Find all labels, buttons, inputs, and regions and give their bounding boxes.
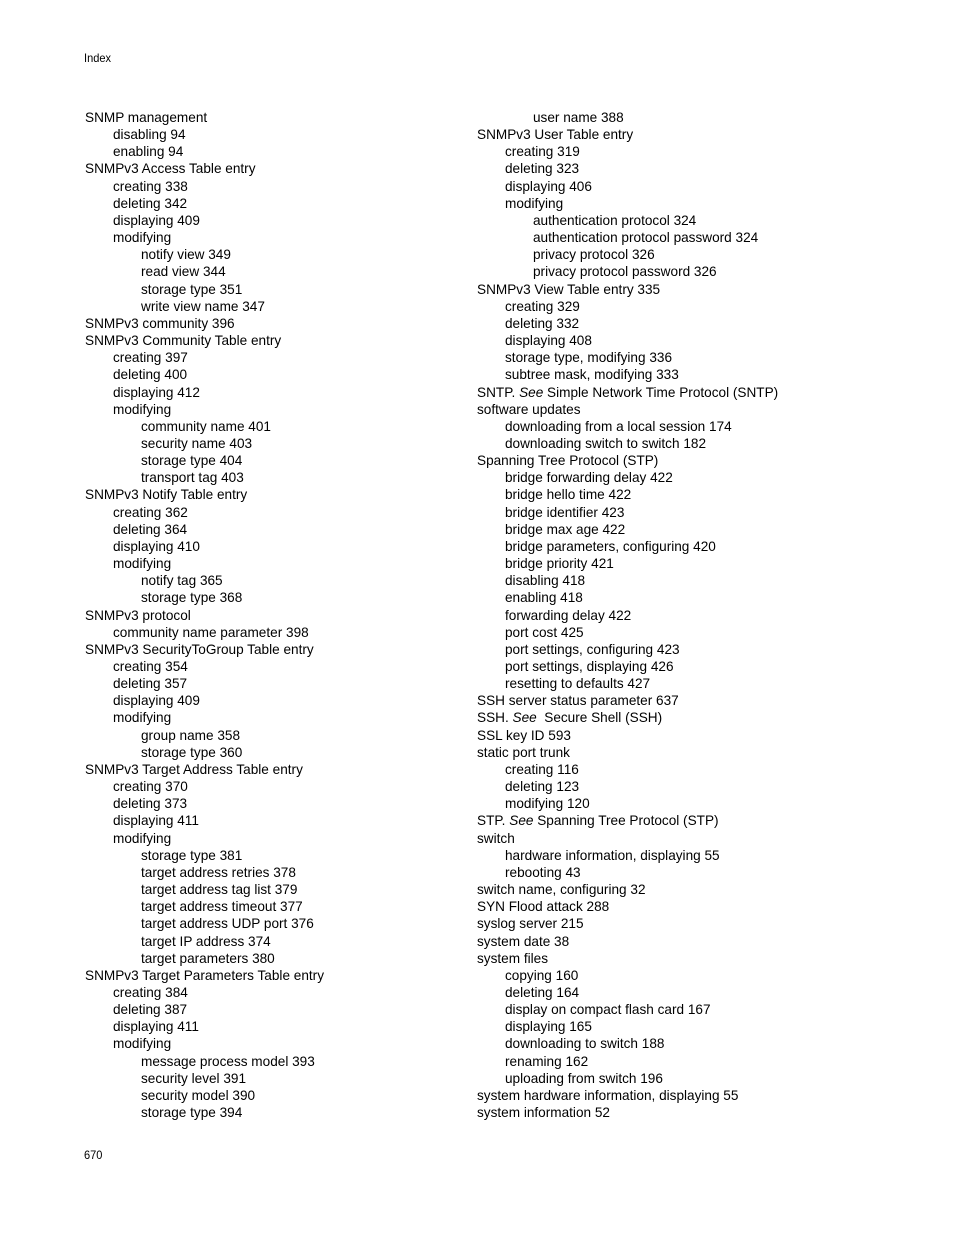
- index-term: storage type 351: [141, 281, 243, 297]
- index-term: disabling 94: [113, 127, 186, 143]
- index-term: deleting 400: [113, 367, 188, 383]
- index-entry: [477, 967, 897, 984]
- index-term: deleting 342: [113, 195, 188, 211]
- index-entry: [477, 315, 897, 332]
- index-entry: [85, 658, 505, 675]
- index-entry: [477, 195, 897, 212]
- index-column-left: [85, 109, 505, 1121]
- index-entry: [85, 452, 505, 469]
- index-entry: [477, 812, 897, 829]
- index-entry: [85, 315, 505, 332]
- index-term: bridge parameters, configuring 420: [505, 538, 716, 554]
- index-entry: [85, 504, 505, 521]
- index-entry: [477, 984, 897, 1001]
- index-term: security name 403: [141, 435, 253, 451]
- index-term: downloading to switch 188: [505, 1036, 665, 1052]
- index-term: subtree mask, modifying 333: [505, 367, 679, 383]
- index-entry: [477, 727, 897, 744]
- index-entry: [85, 830, 505, 847]
- index-entry: [85, 607, 505, 624]
- index-entry: [85, 933, 505, 950]
- index-term: displaying 410: [113, 538, 200, 554]
- index-term: SNMPv3 View Table entry 335: [477, 281, 661, 297]
- see-target: Spanning Tree Protocol (STP): [533, 813, 719, 829]
- index-entry: [477, 624, 897, 641]
- index-entry: [477, 950, 897, 967]
- index-term: write view name 347: [141, 298, 265, 314]
- index-term: storage type 368: [141, 590, 243, 606]
- index-entry: [85, 555, 505, 572]
- index-term: deleting 364: [113, 521, 188, 537]
- index-term: hardware information, displaying 55: [505, 847, 720, 863]
- index-term: port settings, displaying 426: [505, 659, 674, 674]
- index-entry: [85, 143, 505, 160]
- index-entry: [85, 246, 505, 263]
- index-entry: [85, 1070, 505, 1087]
- index-term: storage type 394: [141, 1105, 243, 1121]
- index-entry: [477, 486, 897, 503]
- see-reference: See: [512, 710, 537, 726]
- index-term: SNMPv3 Access Table entry: [85, 161, 256, 177]
- index-term: rebooting 43: [505, 864, 581, 880]
- index-term: SNMPv3 protocol: [85, 607, 191, 623]
- index-entry: [477, 1070, 897, 1087]
- index-entry: [85, 709, 505, 726]
- index-entry: [477, 572, 897, 589]
- index-entry: [477, 658, 897, 675]
- index-entry: [477, 229, 897, 246]
- index-term: creating 329: [505, 298, 580, 314]
- index-entry: [477, 332, 897, 349]
- index-entry: [477, 692, 897, 709]
- index-entry: [477, 641, 897, 658]
- index-term: bridge identifier 423: [505, 504, 625, 520]
- index-term: forwarding delay 422: [505, 607, 632, 623]
- index-term: creating 116: [505, 761, 579, 777]
- index-term: bridge priority 421: [505, 556, 614, 572]
- index-entry: [477, 418, 897, 435]
- index-term: deleting 323: [505, 161, 580, 177]
- index-term: system hardware information, displaying 55: [477, 1087, 739, 1103]
- index-term: displaying 411: [113, 1019, 199, 1035]
- index-entry: [477, 452, 897, 469]
- index-entry: [477, 538, 897, 555]
- index-entry: [85, 109, 505, 126]
- index-term: SNMPv3 Notify Table entry: [85, 487, 248, 503]
- index-entry: [85, 521, 505, 538]
- index-term: deleting 164: [505, 984, 580, 1000]
- index-term: bridge max age 422: [505, 521, 626, 537]
- index-entry: [477, 1104, 897, 1121]
- index-term: storage type 404: [141, 453, 243, 469]
- index-term: notify view 349: [141, 247, 231, 263]
- index-term: storage type 360: [141, 744, 243, 760]
- page-number: 670: [84, 1148, 103, 1162]
- index-entry: [85, 881, 505, 898]
- index-entry: [477, 349, 897, 366]
- index-term: downloading from a local session 174: [505, 418, 732, 434]
- index-term: displaying 406: [505, 178, 592, 194]
- index-term: resetting to defaults 427: [505, 676, 651, 692]
- index-term: SSL key ID 593: [477, 727, 571, 743]
- index-term: deleting 332: [505, 315, 580, 331]
- index-term: system information 52: [477, 1105, 610, 1121]
- index-term: modifying: [113, 710, 172, 726]
- index-entry: [477, 143, 897, 160]
- index-term: SSH.: [477, 710, 513, 726]
- index-entry: [85, 435, 505, 452]
- index-entry: [477, 933, 897, 950]
- index-entry: [85, 1104, 505, 1121]
- index-term: disabling 418: [505, 573, 586, 589]
- index-term: enabling 94: [113, 144, 184, 160]
- index-term: display on compact flash card 167: [505, 1002, 711, 1018]
- index-term: target address timeout 377: [141, 899, 303, 915]
- index-term: SNMPv3 Target Parameters Table entry: [85, 967, 325, 983]
- index-entry: [477, 366, 897, 383]
- index-entry: [477, 915, 897, 932]
- index-entry: [477, 1053, 897, 1070]
- index-entry: [477, 675, 897, 692]
- index-entry: [477, 847, 897, 864]
- index-term: storage type, modifying 336: [505, 350, 673, 366]
- index-term: copying 160: [505, 967, 579, 983]
- index-entry: [85, 572, 505, 589]
- index-term: software updates: [477, 401, 581, 417]
- index-term: target address UDP port 376: [141, 916, 314, 932]
- index-entry: [85, 950, 505, 967]
- index-entry: [85, 195, 505, 212]
- index-entry: [85, 898, 505, 915]
- index-entry: [477, 246, 897, 263]
- index-term: switch name, configuring 32: [477, 882, 646, 898]
- index-entry: [477, 263, 897, 280]
- index-term: switch: [477, 830, 515, 846]
- index-term: deleting 357: [113, 676, 188, 692]
- index-term: modifying 120: [505, 796, 590, 812]
- index-entry: [85, 1053, 505, 1070]
- index-entry: [85, 298, 505, 315]
- index-term: privacy protocol 326: [533, 247, 655, 263]
- index-term: SNMPv3 Community Table entry: [85, 333, 282, 349]
- index-entry: [477, 744, 897, 761]
- index-term: transport tag 403: [141, 470, 244, 486]
- index-term: port cost 425: [505, 624, 584, 640]
- index-term: creating 319: [505, 144, 580, 160]
- index-term: system files: [477, 950, 549, 966]
- index-term: displaying 412: [113, 384, 200, 400]
- index-term: read view 344: [141, 264, 226, 280]
- index-entry: [477, 607, 897, 624]
- running-header: Index: [84, 51, 112, 65]
- index-entry: [477, 1035, 897, 1052]
- index-entry: [85, 366, 505, 383]
- see-reference: See: [519, 384, 544, 400]
- index-entry: [477, 830, 897, 847]
- index-term: creating 362: [113, 504, 188, 520]
- index-term: syslog server 215: [477, 916, 584, 932]
- index-entry: [85, 761, 505, 778]
- index-term: static port trunk: [477, 744, 570, 760]
- index-term: message process model 393: [141, 1053, 315, 1069]
- index-entry: [477, 212, 897, 229]
- see-target: Secure Shell (SSH): [536, 710, 663, 726]
- index-term: enabling 418: [505, 590, 583, 606]
- index-term: community name parameter 398: [113, 624, 309, 640]
- index-entry: [85, 915, 505, 932]
- index-entry: [477, 1001, 897, 1018]
- index-entry: [85, 1087, 505, 1104]
- index-entry: [85, 418, 505, 435]
- index-term: user name 388: [533, 110, 624, 125]
- index-entry: [85, 263, 505, 280]
- index-entry: [477, 469, 897, 486]
- index-term: displaying 409: [113, 693, 200, 709]
- index-entry: [477, 178, 897, 195]
- index-entry: [477, 778, 897, 795]
- index-entry: [85, 847, 505, 864]
- index-term: displaying 409: [113, 212, 200, 228]
- index-term: creating 338: [113, 178, 188, 194]
- index-term: deleting 123: [505, 779, 580, 795]
- index-term: creating 354: [113, 659, 188, 674]
- index-entry: [85, 349, 505, 366]
- index-term: downloading switch to switch 182: [505, 435, 706, 451]
- index-entry: [477, 126, 897, 143]
- index-entry: [85, 984, 505, 1001]
- index-term: SNMPv3 Target Address Table entry: [85, 761, 303, 777]
- index-entry: [85, 469, 505, 486]
- index-entry: [477, 761, 897, 778]
- index-entry: [85, 332, 505, 349]
- index-term: storage type 381: [141, 847, 243, 863]
- index-entry: [477, 384, 897, 401]
- index-entry: [85, 1001, 505, 1018]
- index-entry: [85, 624, 505, 641]
- index-term: modifying: [505, 195, 564, 211]
- index-entry: [85, 1035, 505, 1052]
- index-term: SNTP.: [477, 384, 520, 400]
- index-term: security level 391: [141, 1070, 247, 1086]
- index-entry: [85, 812, 505, 829]
- index-entry: [477, 1018, 897, 1035]
- index-term: SNMPv3 User Table entry: [477, 127, 634, 143]
- index-term: authentication protocol 324: [533, 212, 697, 228]
- index-term: modifying: [113, 1036, 172, 1052]
- index-entry: [85, 967, 505, 984]
- index-term: modifying: [113, 401, 172, 417]
- index-entry: [85, 281, 505, 298]
- index-entry: [477, 401, 897, 418]
- index-entry: [85, 401, 505, 418]
- index-entry: [477, 1087, 897, 1104]
- index-entry: [85, 692, 505, 709]
- see-target: Simple Network Time Protocol (SNTP): [543, 384, 779, 400]
- index-term: SNMP management: [85, 110, 208, 125]
- index-entry: [477, 435, 897, 452]
- index-term: deleting 387: [113, 1002, 188, 1018]
- index-entry: [85, 744, 505, 761]
- index-term: port settings, configuring 423: [505, 641, 680, 657]
- index-term: modifying: [113, 556, 172, 572]
- index-term: group name 358: [141, 727, 241, 743]
- index-term: creating 384: [113, 984, 188, 1000]
- index-entry: [477, 281, 897, 298]
- index-term: renaming 162: [505, 1053, 589, 1069]
- index-term: displaying 408: [505, 333, 592, 349]
- index-term: displaying 411: [113, 813, 199, 829]
- index-entry: [85, 641, 505, 658]
- index-term: community name 401: [141, 418, 271, 434]
- index-term: creating 370: [113, 779, 188, 795]
- index-entry: [85, 589, 505, 606]
- index-term: system date 38: [477, 933, 570, 949]
- index-term: target address retries 378: [141, 864, 296, 880]
- index-entry: [85, 727, 505, 744]
- index-entry: [477, 898, 897, 915]
- index-term: STP.: [477, 813, 510, 829]
- index-entry: [85, 178, 505, 195]
- index-term: uploading from switch 196: [505, 1070, 663, 1086]
- index-term: bridge hello time 422: [505, 487, 632, 503]
- index-entry: [85, 229, 505, 246]
- index-term: Spanning Tree Protocol (STP): [477, 453, 659, 469]
- index-term: target IP address 374: [141, 933, 271, 949]
- index-entry: [477, 709, 897, 726]
- index-entry: [477, 864, 897, 881]
- index-column-right: [477, 109, 897, 1121]
- index-entry: [85, 795, 505, 812]
- index-term: SNMPv3 SecurityToGroup Table entry: [85, 641, 314, 657]
- index-entry: [85, 864, 505, 881]
- index-entry: [85, 675, 505, 692]
- index-entry: [477, 160, 897, 177]
- index-entry: [477, 521, 897, 538]
- index-term: security model 390: [141, 1087, 256, 1103]
- index-term: authentication protocol password 324: [533, 230, 759, 246]
- index-entry: [477, 298, 897, 315]
- index-entry: [85, 778, 505, 795]
- index-entry: [85, 384, 505, 401]
- index-term: SYN Flood attack 288: [477, 899, 610, 915]
- index-entry: [85, 486, 505, 503]
- index-term: modifying: [113, 230, 172, 246]
- index-term: deleting 373: [113, 796, 188, 812]
- index-term: privacy protocol password 326: [533, 264, 717, 280]
- index-entry: [85, 126, 505, 143]
- index-entry: [477, 589, 897, 606]
- index-term: target parameters 380: [141, 950, 275, 966]
- see-reference: See: [509, 813, 534, 829]
- index-entry: [477, 795, 897, 812]
- index-term: modifying: [113, 830, 172, 846]
- index-entry: [85, 160, 505, 177]
- index-term: target address tag list 379: [141, 882, 298, 898]
- index-entry: [477, 109, 897, 126]
- index-entry: [477, 881, 897, 898]
- index-term: notify tag 365: [141, 573, 223, 589]
- index-entry: [477, 555, 897, 572]
- index-entry: [85, 212, 505, 229]
- index-term: SNMPv3 community 396: [85, 315, 235, 331]
- index-entry: [477, 504, 897, 521]
- index-entry: [85, 538, 505, 555]
- index-term: bridge forwarding delay 422: [505, 470, 673, 486]
- index-term: creating 397: [113, 350, 188, 366]
- index-entry: [85, 1018, 505, 1035]
- index-term: displaying 165: [505, 1019, 592, 1035]
- index-term: SSH server status parameter 637: [477, 693, 679, 709]
